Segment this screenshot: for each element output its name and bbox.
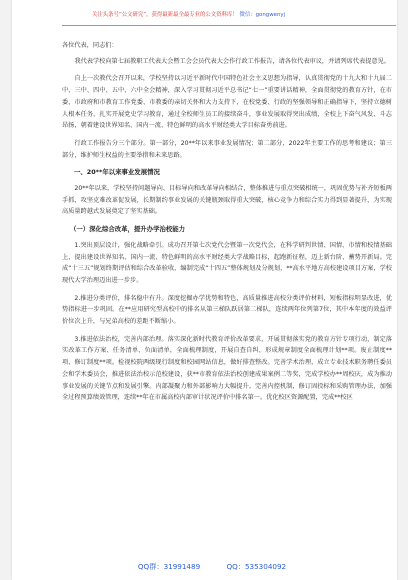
document-body: [62, 40, 392, 410]
paragraph: 行政工作报告分三个部分。第一部分，20**年以来事业发展情况；第二部分，2022年主要工作的思考和建议；第三部分，维护师生权益的主要举措和未来思路。: [62, 139, 392, 159]
paragraph: 20**年以来，学校坚持问题导向、目标导向和改革导向相结合，整体推进与重点突破相统一，巩固优势与补齐短板两手抓，攻坚克难改革促发展，长期制约事业发展的关键瓶颈取得重大突破，核心竞争力和综合实力得到显著提升，为实现高质量跨越式发展奠定了坚实基础。: [62, 185, 392, 216]
section-heading: 一、20**年以来事业发展情况: [74, 168, 160, 177]
salutation: 各位代表，同志们：: [62, 42, 118, 49]
header-wechat-text: 微信：gongwenyj: [239, 12, 286, 18]
paragraph: 1.突出顶层设计，强化战略牵引。成功召开第七次党代会暨第一次党代会，在科学研判世情、国情、市情和校情基础上，提出建设世界知名、国内一流、特色鲜明的高水平财经类大学战略目标，起跑新征程，迈上新台阶，蓄势开新局。完成“十三五”规划终期评估和综合改革验收，编制完成“十四五”整体规划及分规划，**高水平地方高校建设项目方案，学校现代大学治理迈出进一步步。: [62, 241, 392, 284]
paragraph: 3.推进依法治校，完善内部治理。落实深化新时代教育评价改革要求，开展贯彻落实党的教育方针专项行动，制定落实改革工作方案、任务清单、负面清单，全面梳理制度，开展自查自纠，形成规章制度全面梳理计划**项。废止制度**项、修订制度**项。检视校院两级现行制度和校园网站信息，做好排查整改。完善学术治理，成立专业技术职务聘任委员会和学术委员会，推进依法治校示范校建设，获**市教育依法治校创建成果案例二等奖，完成学校办**周校庆，成为推动事业发展的关键节点和发展引擎。内部凝聚力和外部影响力大幅提升。完善内控机制，修订固投标和采购管理办法，加强全过程预算绩效管理，连续**年在市属高校内部审计状况评价中排名第一。优化校区资源配置，完成**校区: [62, 335, 392, 402]
header-promo-text: 关注头条号“公文研究”，获得最新最全最专业的公文资料库！: [92, 12, 238, 18]
paragraph: 我代表学校向第七届教职工代表大会暨工会会员代表大会作行政工作报告，请各位代表审议，并请列席代表提意见。: [74, 57, 390, 65]
paragraph: 2.推进分类评价，排名稳中有升。深度挖掘办学优势和特色，高质量推进高校分类评价材料，短板指标明显改进，优势指标进一步巩固。在**应用研究型高校中的排名从第三梯队跃居第二梯队，连续两年位列第7位，其中本年度的效益评价位次上升，与兄弟高校的差距不断缩小。: [62, 294, 392, 326]
footer-qq: QQ：535304092: [226, 562, 287, 571]
footer-qq-group: QQ群：31991489: [137, 562, 201, 571]
header-banner: [92, 9, 396, 21]
header-divider: [62, 25, 396, 26]
paragraph: 自上一次教代会召开以来，学校坚持以习近平新时代中国特色社会主义思想为指导，认真贯彻党的十九大和十九届二中、三中、四中、五中、六中全会精神，深入学习贯彻习近平总书记“七一”重要讲话精神，全面贯彻党的教育方针，在市委、市政府和市教育工作党委、市教委的亲切关怀和大力支持下，在校党委、行政的坚强领导和正确指导下，坚持立德树人根本任务，扎实开展党史学习教育，通过全校师生员工的接续奋斗，事业发展取得突出成绩，全校上下奋气风发、斗志昂扬，朝着建设世界知名、国内一流、特色鲜明的高水平财经类大学目标奋勇前进。: [62, 75, 392, 130]
subsection-heading: （一）深化综合改革，提升办学治校能力: [70, 225, 186, 234]
document-page: [12, 0, 397, 580]
footer-contacts: [112, 562, 312, 572]
